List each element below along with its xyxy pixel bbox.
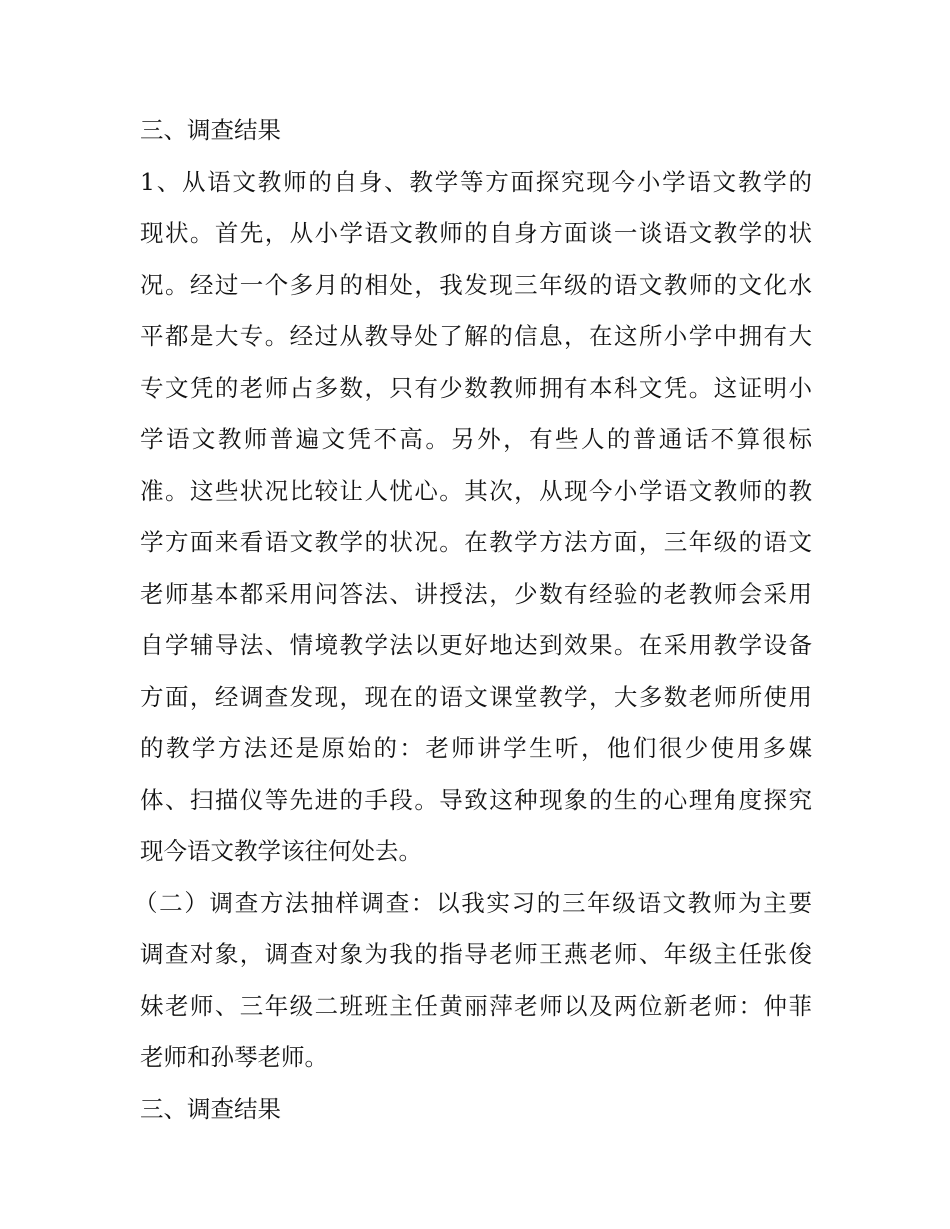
paragraph-line-last: 现今语文教学该往何处去。 — [140, 837, 422, 865]
paragraph-line: 准。这些状况比较让人忧心。其次，从现今小学语文教师的教 — [140, 476, 812, 505]
document-body — [134, 108, 812, 1138]
paragraph-line: 老师基本都采用问答法、讲授法，少数有经验的老教师会采用 — [140, 579, 812, 608]
paragraph-line: 专文凭的老师占多数，只有少数教师拥有本科文凭。这证明小 — [140, 373, 812, 402]
paragraph-line: 的教学方法还是原始的：老师讲学生听，他们很少使用多媒 — [140, 734, 812, 762]
paragraph-line: （二）调查方法抽样调查：以我实习的三年级语文教师为主要 — [134, 888, 812, 917]
paragraph-line: 学方面来看语文教学的状况。在教学方法方面，三年级的语文 — [140, 528, 812, 556]
paragraph-line: 妹老师、三年级二班班主任黄丽萍老师以及两位新老师：仲菲 — [140, 991, 812, 1020]
paragraph-line-last: 老师和孙琴老师。 — [140, 1043, 328, 1071]
paragraph-line: 学语文教师普遍文凭不高。另外，有些人的普通话不算很标 — [140, 425, 812, 453]
paragraph-line: 平都是大专。经过从教导处了解的信息，在这所小学中拥有大 — [140, 322, 812, 350]
section-heading: 三、调查结果 — [140, 1094, 281, 1123]
paragraph-line: 况。经过一个多月的相处，我发现三年级的语文教师的文化水 — [140, 270, 812, 299]
paragraph-line: 1、从语文教师的自身、教学等方面探究现今小学语文教学的 — [140, 167, 812, 196]
paragraph-line: 方面，经调查发现，现在的语文课堂教学，大多数老师所使用 — [140, 682, 812, 711]
paragraph-line: 体、扫描仪等先进的手段。导致这种现象的生的心理角度探究 — [140, 785, 812, 814]
paragraph-line: 自学辅导法、情境教学法以更好地达到效果。在采用教学设备 — [140, 631, 812, 659]
paragraph-line: 现状。首先，从小学语文教师的自身方面谈一谈语文教学的状 — [140, 219, 812, 247]
section-heading: 三、调查结果 — [140, 116, 281, 144]
paragraph-line: 调查对象，调查对象为我的指导老师王燕老师、年级主任张俊 — [140, 940, 812, 968]
